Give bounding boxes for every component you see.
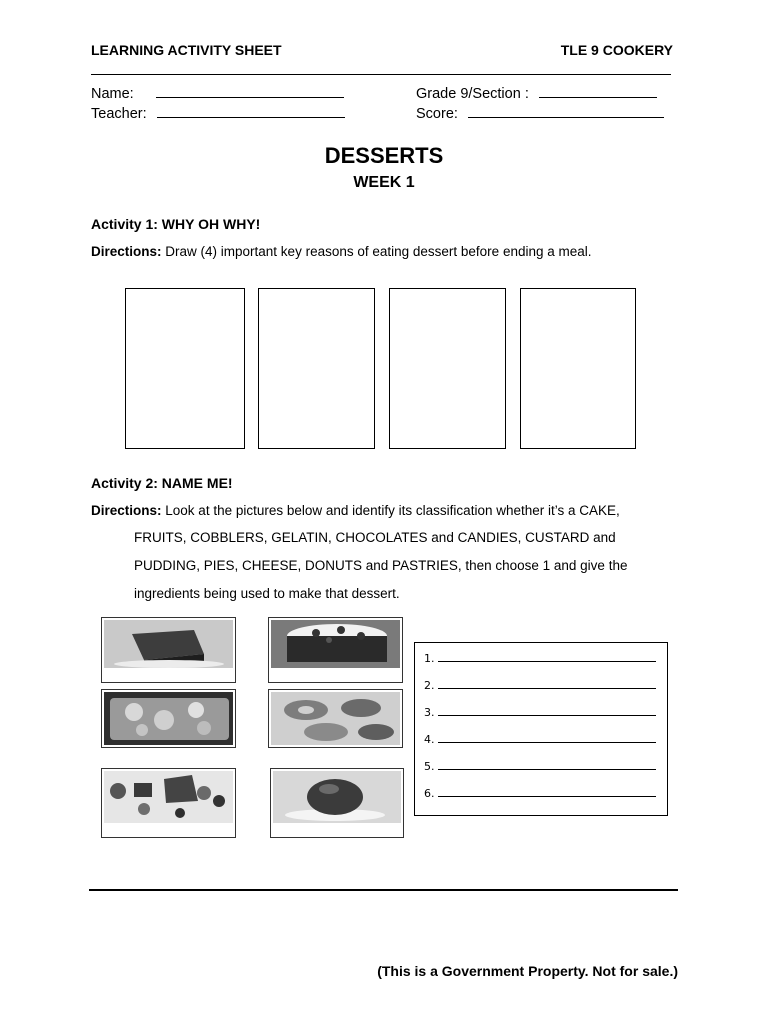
grade-section-blank[interactable] — [539, 85, 657, 98]
answer-number: 3. — [424, 706, 435, 719]
activity2-directions-line-2: FRUITS, COBBLERS, GELATIN, CHOCOLATES and CANDIES, CUSTARD and — [134, 530, 616, 545]
activity2-directions-line-3: PUDDING, PIES, CHEESE, DONUTS and PASTRIES, then choose 1 and give the — [134, 558, 628, 573]
footer-divider — [89, 889, 678, 891]
chocolates-photo — [101, 768, 236, 838]
sheet-header-right: TLE 9 COOKERY — [560, 42, 673, 58]
chocolates-photo-icon — [104, 771, 233, 823]
page-subtitle: WEEK 1 — [353, 174, 415, 191]
drawing-box-4[interactable] — [520, 288, 636, 449]
pastries-photo — [268, 689, 403, 748]
pudding-photo — [270, 768, 404, 838]
answer-blank[interactable] — [438, 679, 656, 689]
answer-line-6[interactable] — [424, 787, 656, 800]
cake-photo-icon — [271, 620, 400, 668]
answer-number: 4. — [424, 733, 435, 746]
answer-number: 1. — [424, 652, 435, 665]
name-blank[interactable] — [156, 85, 344, 98]
teacher-field — [91, 105, 345, 122]
header-divider — [91, 74, 671, 75]
activity2-title: Activity 2: NAME ME! — [91, 475, 233, 491]
activity2-directions-line-4: ingredients being used to make that dessert. — [134, 586, 400, 601]
activity1-directions — [91, 244, 671, 259]
teacher-blank[interactable] — [157, 105, 345, 118]
teacher-label: Teacher: — [91, 106, 147, 122]
answer-line-5[interactable] — [424, 760, 656, 773]
drawing-box-3[interactable] — [389, 288, 506, 449]
answer-line-1[interactable] — [424, 652, 656, 665]
gelatin-photo-icon — [104, 620, 233, 668]
score-field — [416, 105, 664, 122]
pudding-photo-icon — [273, 771, 401, 823]
answer-number: 5. — [424, 760, 435, 773]
cobbler-photo-icon — [104, 692, 233, 745]
answer-blank[interactable] — [438, 706, 656, 716]
answer-line-4[interactable] — [424, 733, 656, 746]
drawing-box-1[interactable] — [125, 288, 245, 449]
gelatin-photo — [101, 617, 236, 683]
answer-blank[interactable] — [438, 760, 656, 770]
grade-section-field — [416, 85, 657, 102]
answer-number: 2. — [424, 679, 435, 692]
name-field — [91, 85, 344, 102]
pastries-photo-icon — [271, 692, 400, 745]
grade-section-label: Grade 9/Section : — [416, 86, 529, 102]
page-title: DESSERTS — [324, 143, 444, 168]
answer-blank[interactable] — [438, 652, 656, 662]
drawing-box-2[interactable] — [258, 288, 375, 449]
score-label: Score: — [416, 106, 458, 122]
activity2-directions-line-1: Look at the pictures below and identify its classification whether it’s a CAKE, — [165, 503, 620, 518]
answer-blank[interactable] — [438, 787, 656, 797]
answer-line-2[interactable] — [424, 679, 656, 692]
cobbler-photo — [101, 689, 236, 748]
cake-photo — [268, 617, 403, 683]
activity1-title: Activity 1: WHY OH WHY! — [91, 216, 261, 232]
activity2-directions — [91, 503, 671, 518]
answer-blank[interactable] — [438, 733, 656, 743]
activity1-directions-text: Draw (4) important key reasons of eating dessert before ending a meal. — [165, 244, 592, 259]
answer-line-3[interactable] — [424, 706, 656, 719]
activity2-directions-label: Directions: — [91, 503, 162, 518]
answer-number: 6. — [424, 787, 435, 800]
sheet-header-left: LEARNING ACTIVITY SHEET — [91, 42, 282, 58]
activity1-directions-label: Directions: — [91, 244, 162, 259]
name-label: Name: — [91, 86, 134, 102]
score-blank[interactable] — [468, 105, 664, 118]
footer-note: (This is a Government Property. Not for sale.) — [377, 963, 678, 979]
answer-box — [414, 642, 668, 816]
